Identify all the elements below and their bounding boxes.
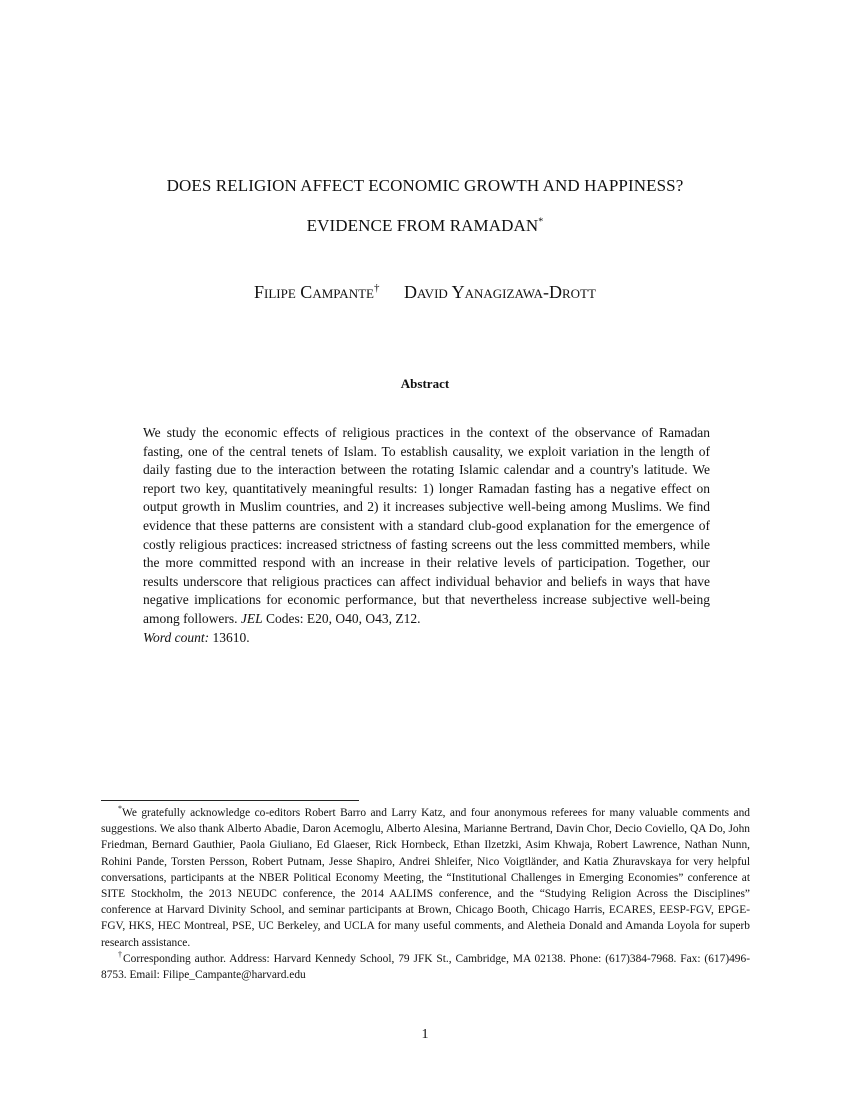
footnotes [101,805,750,983]
paper-title-line-1: DOES RELIGION AFFECT ECONOMIC GROWTH AND HAPPINESS? [166,176,684,195]
footnote-divider [101,800,359,801]
word-count-label: Word count: [143,629,210,645]
jel-label: JEL [240,610,263,626]
word-count-value: 13610. [209,629,250,645]
abstract-heading: Abstract [400,376,450,391]
page-number: 1 [421,1027,429,1042]
footnote-1-marker: * [118,804,122,814]
paper-title-line-2-text: EVIDENCE FROM RAMADAN [306,216,539,235]
title-footnote-marker: * [538,216,544,228]
jel-codes: Codes: E20, O40, O43, Z12. [262,610,421,626]
abstract-paragraph [143,424,710,629]
word-count-line [143,629,710,648]
author-1-footnote-marker: † [373,282,380,294]
author-list [0,282,850,303]
footnote-corresponding-author [101,951,750,983]
abstract-body [143,424,710,647]
footnote-acknowledgements [101,805,750,951]
footnote-2-marker: † [118,950,124,960]
author-1-name: Filipe Campante [254,282,374,302]
author-1 [254,282,379,303]
footnote-1-text: We gratefully acknowledge co-editors Robert Barro and Larry Katz, and four anonymous referees for many valuable comments and suggestions. We also thank Alberto Abadie, Daron Acemoglu, Alberto Alesina, Marianne Bertrand, Davin Chor, Decio Coviello, QA Do, John Friedman, Bernard Gauthier, Paola Giuliano, Ed Glaeser, Rick Hornbeck, Ethan Ilzetzki, Asim Khwaja, Robert Lawrence, Nathan Nunn, Rohini Pande, Torsten Persson, Robert Putnam, Jesse Shapiro, Andrei Shleifer, Nico Voigtländer, and Katia Zhuravskaya for very helpful conversations, participants at the NBER Political Economy Meeting, the “Institutional Challenges in Emerging Economies” conference at SITE Stockholm, the 2013 NEUDC conference, the 2014 AALIMS conference, and the “Studying Religion Across the Disciplines” conference at Harvard Divinity School, and seminar participants at Brown, Chicago Booth, Chicago Harris, ECARES, EESP-FGV, EPGE-FGV, HKS, HEC Montreal, PSE, UC Berkeley, and UCLA for many useful comments, and Aletheia Donald and Amanda Loyola for superb research assistance. [101,807,750,949]
author-2 [404,282,596,303]
abstract-text: We study the economic effects of religious practices in the context of the observance of Ramadan fasting, one of the central tenets of Islam. To establish causality, we exploit variation in the length of daily fasting due to the interaction between the rotating Islamic calendar and a country's latitude. We report two key, quantitatively meaningful results: 1) longer Ramadan fasting has a negative effect on output growth in Muslim countries, and 2) it increases subjective well-being among Muslims. We find evidence that these patterns are consistent with a standard club-good explanation for the emergence of costly religious practices: increased strictness of fasting screens out the less committed members, while the more committed respond with an increase in their relative levels of participation. Together, our results underscore that religious practices can affect individual behavior and beliefs in ways that have negative implications for economic performance, but that nevertheless increase subjective well-being among followers. [143,425,710,626]
paper-title-line-2 [0,216,850,236]
author-2-name: David Yanagizawa-Drott [403,282,596,302]
footnote-2-text: Corresponding author. Address: Harvard Kennedy School, 79 JFK St., Cambridge, MA 02138. Phone: (617)384-7968. Fax: (617)496-8753. Email: Filipe_Campante@harvard.edu [101,952,750,982]
